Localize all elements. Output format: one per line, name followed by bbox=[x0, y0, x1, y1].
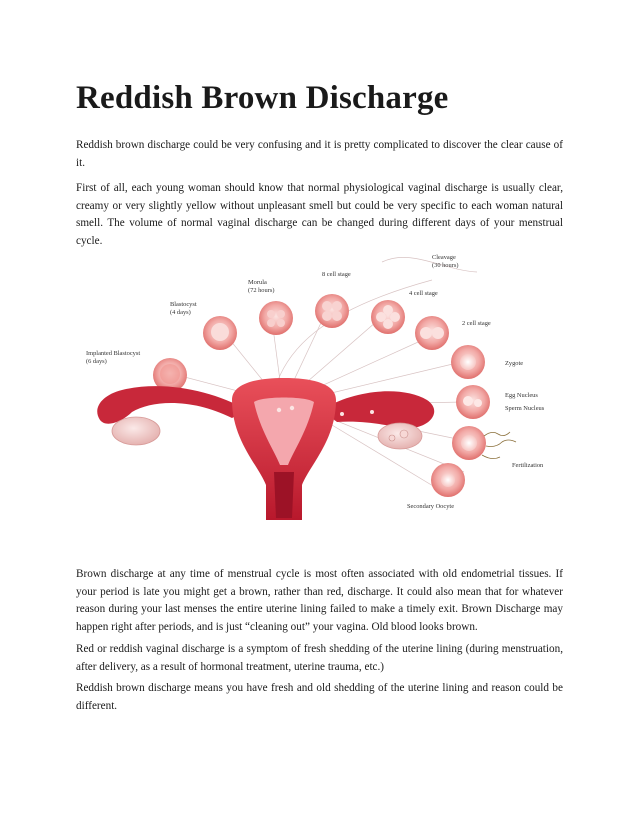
label-eight-cell: 8 cell stage bbox=[322, 271, 351, 278]
left-fallopian-tube bbox=[97, 386, 247, 424]
reproduction-illustration bbox=[82, 250, 566, 530]
blastocyst-cell bbox=[203, 316, 237, 350]
cervix bbox=[274, 472, 294, 518]
label-blastocyst-time: (4 days) bbox=[170, 309, 191, 316]
label-cleavage-time: (30 hours) bbox=[432, 262, 459, 269]
fertilization-cell bbox=[452, 426, 516, 460]
label-fertilization: Fertilization bbox=[512, 462, 544, 469]
label-morula: Morula bbox=[248, 279, 267, 286]
left-ovary bbox=[112, 417, 160, 445]
label-zygote: Zygote bbox=[505, 360, 524, 367]
label-implanted-time: (6 days) bbox=[86, 358, 107, 365]
label-cleavage: Cleavage bbox=[432, 254, 456, 261]
paragraph-reddish-brown: Reddish brown discharge means you have fresh and old shedding of the uterine lining and reason could be different. bbox=[76, 682, 563, 712]
egg-sperm-nucleus-cell bbox=[456, 385, 490, 419]
label-egg-nucleus: Egg Nucleus bbox=[505, 392, 538, 399]
four-cell-stage-cell bbox=[371, 300, 405, 334]
label-morula-time: (72 hours) bbox=[248, 287, 275, 294]
label-sperm-nucleus: Sperm Nucleus bbox=[505, 405, 545, 412]
morula-cell bbox=[259, 301, 293, 335]
label-blastocyst: Blastocyst bbox=[170, 301, 197, 308]
eight-cell-stage-cell bbox=[315, 294, 349, 328]
paragraph-red-discharge: Red or reddish vaginal discharge is a symptom of fresh shedding of the uterine lining (during menstruation, after delivery, as a result of hormonal treatment, uterine trauma, etc.) bbox=[76, 643, 563, 673]
secondary-oocyte-cell bbox=[431, 463, 465, 497]
two-cell-stage-cell bbox=[415, 316, 449, 350]
uterus-illustration bbox=[97, 378, 434, 520]
paragraph-normal-discharge: First of all, each young woman should know that normal physiological vaginal discharge is usually clear, creamy or very slightly yellow without unpleasant smell but could be very specific to each woman natural smell. The volume of normal vaginal discharge can be changed during different days of your menstrual cycle. bbox=[76, 182, 563, 247]
label-secondary-oocyte: Secondary Oocyte bbox=[407, 503, 455, 510]
right-ovary bbox=[378, 423, 422, 449]
paragraph-brown-discharge: Brown discharge at any time of menstrual cycle is most often associated with old endometrial tissues. If your period is late you might get a brown, rather than red, discharge. It could also mean that for whatever reason during your last menses the entire uterine lining failed to make a timely exit. Brown Discharge may happen right after periods, and is just “cleaning out” your vagina. Old blood looks brown. bbox=[76, 568, 563, 633]
paragraph-intro: Reddish brown discharge could be very confusing and it is pretty complicated to discover the clear cause of it. bbox=[76, 139, 563, 169]
page-title: Reddish Brown Discharge bbox=[76, 80, 449, 116]
label-two-cell: 2 cell stage bbox=[462, 320, 491, 327]
right-fallopian-tube bbox=[322, 391, 434, 428]
label-implanted: Implanted Blastocyst bbox=[86, 350, 141, 357]
zygote-cell bbox=[451, 345, 485, 379]
label-four-cell: 4 cell stage bbox=[409, 290, 438, 297]
